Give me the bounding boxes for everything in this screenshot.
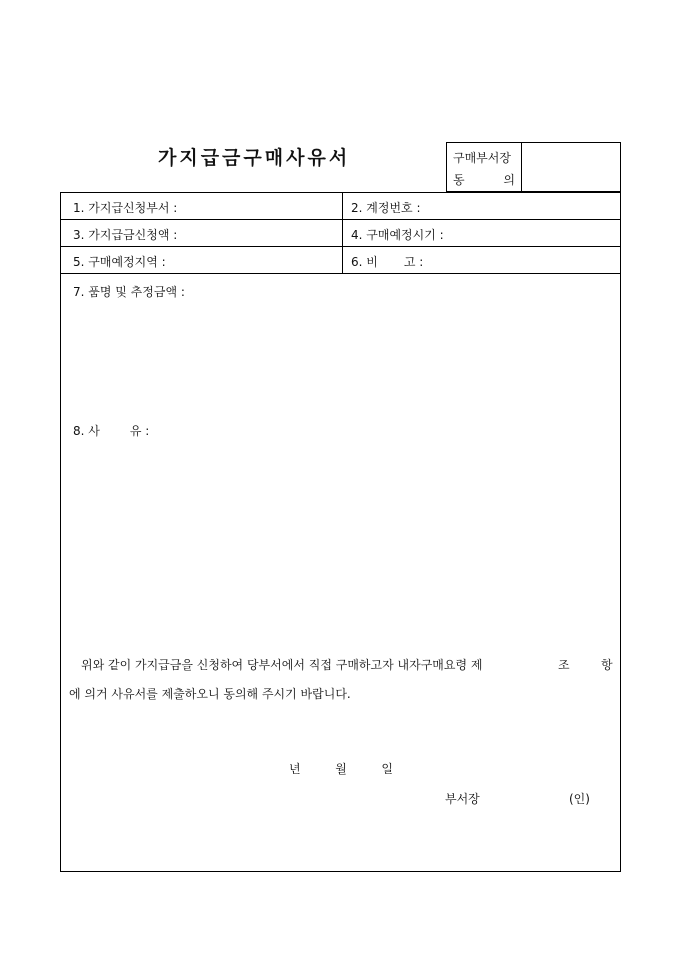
approval-label-cell (447, 143, 522, 191)
approval-role: 구매부서장 (453, 151, 511, 165)
field-items-and-estimate[interactable]: 7. 품명 및 추정금액 : (73, 285, 185, 299)
field-requesting-dept[interactable]: 1. 가지급신청부서 : (73, 201, 178, 215)
statement-line-2: 에 의거 사유서를 제출하오니 동의해 주시기 바랍니다. (69, 687, 351, 701)
reason-label-rest: 유 : (129, 424, 150, 438)
remarks-label-rest: 고 : (403, 255, 424, 269)
approval-box (446, 142, 621, 192)
row-divider (61, 219, 620, 220)
field-purchase-region[interactable]: 5. 구매예정지역 : (73, 255, 166, 269)
consent-char-1: 동 (453, 173, 465, 187)
document-title: 가지급금구매사유서 (158, 147, 351, 169)
column-divider (342, 193, 343, 273)
statement-jo: 조 (558, 658, 570, 672)
remarks-label-num: 6. 비 (351, 255, 378, 269)
field-advance-amount[interactable]: 3. 가지급금신청액 : (73, 228, 178, 242)
approval-consent (453, 171, 515, 188)
field-remarks[interactable] (351, 253, 423, 270)
date-month: 월 (335, 762, 347, 776)
approval-signature-cell[interactable] (522, 143, 620, 191)
reason-label-num: 8. 사 (73, 424, 100, 438)
row-divider (61, 273, 620, 274)
statement-line-1 (81, 656, 482, 673)
signature-seal[interactable]: (인) (569, 792, 590, 806)
request-form (60, 192, 621, 872)
row-divider (61, 246, 620, 247)
field-purchase-period[interactable]: 4. 구매예정시기 : (351, 228, 444, 242)
field-reason[interactable] (73, 422, 149, 439)
signature-label: 부서장 (445, 792, 480, 806)
statement-line-1-main: 위와 같이 가지급금을 신청하여 당부서에서 직접 구매하고자 내자구매요령 제 (81, 658, 483, 672)
date-year: 년 (289, 762, 301, 776)
consent-char-2: 의 (503, 173, 515, 187)
date-day: 일 (381, 762, 393, 776)
statement-hang: 항 (601, 658, 613, 672)
date-row (289, 760, 393, 777)
field-account-number[interactable]: 2. 계정번호 : (351, 201, 421, 215)
